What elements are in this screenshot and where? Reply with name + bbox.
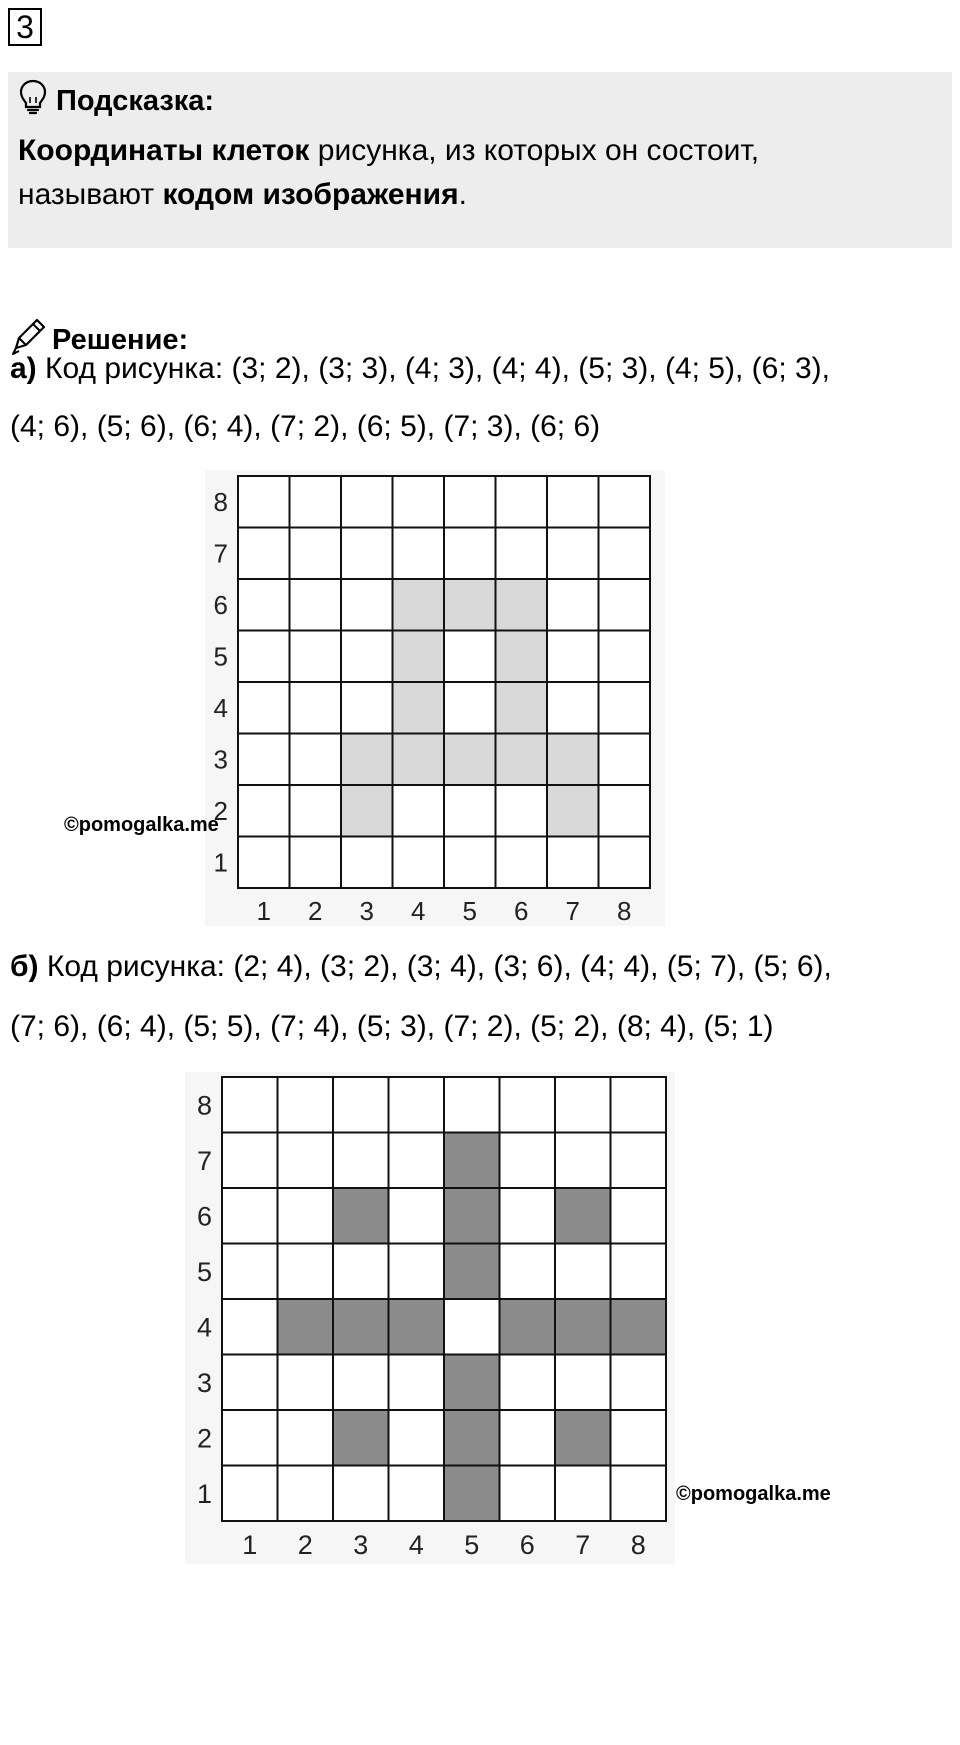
hint-line-2-end: .	[458, 178, 467, 211]
hint-term-2: кодом изображения	[162, 178, 459, 211]
grid-a-cell	[444, 631, 496, 683]
grid-b-cell	[611, 1466, 667, 1522]
grid-b-cell	[444, 1299, 500, 1355]
grid-a-cell	[238, 785, 290, 837]
grid-b-cell-filled	[555, 1299, 611, 1355]
grid-b-cell	[333, 1133, 389, 1189]
grid-b-cell-filled	[389, 1299, 445, 1355]
task-number: 3	[8, 8, 42, 46]
grid-b-cell	[611, 1077, 667, 1133]
grid-a-cell	[290, 837, 342, 889]
grid-a-cell	[599, 837, 651, 889]
grid-b-cell	[389, 1077, 445, 1133]
grid-a-x-tick-label: 2	[308, 896, 323, 926]
part-a-line-2: (4; 6), (5; 6), (6; 4), (7; 2), (6; 5), (7; 3), (6; 6)	[10, 410, 601, 443]
grid-b-x-tick-label: 3	[353, 1530, 369, 1560]
lightbulb-icon	[18, 79, 48, 123]
grid-a-y-tick-label: 4	[213, 693, 228, 724]
grid-b-cell	[500, 1410, 556, 1466]
grid-b-cell	[222, 1244, 278, 1300]
grid-b-cell-filled	[611, 1299, 667, 1355]
grid-a-cell	[444, 837, 496, 889]
grid-a-cell	[599, 579, 651, 631]
grid-b-cell-filled	[444, 1466, 500, 1522]
grid-b-cell-filled	[444, 1133, 500, 1189]
grid-b-cell	[389, 1355, 445, 1411]
grid-a-cell	[599, 631, 651, 683]
grid-a-y-tick-label: 3	[213, 744, 228, 775]
part-a-label: а)	[10, 352, 37, 385]
grid-a-cell-filled	[496, 579, 548, 631]
grid-a-cell	[599, 785, 651, 837]
grid-a-cell	[547, 631, 599, 683]
grid-b-cell	[222, 1466, 278, 1522]
grid-b-y-tick-label: 2	[196, 1423, 212, 1454]
grid-b-x-tick-label: 2	[297, 1530, 313, 1560]
grid-a-cell	[341, 837, 393, 889]
grid-a-cell	[393, 785, 445, 837]
grid-a-cell	[290, 682, 342, 734]
grid-a-cell-filled	[444, 734, 496, 786]
grid-a	[205, 470, 665, 926]
grid-b-cell	[611, 1188, 667, 1244]
grid-a-cell-filled	[547, 734, 599, 786]
grid-a-cell	[238, 734, 290, 786]
grid-b-cell	[278, 1355, 334, 1411]
grid-a-cell-filled	[393, 682, 445, 734]
solution-title: Решение:	[52, 323, 189, 356]
grid-b-cell-filled	[333, 1299, 389, 1355]
grid-a-cell	[393, 476, 445, 528]
grid-a-cell	[496, 528, 548, 580]
grid-b-cell	[278, 1077, 334, 1133]
grid-a-cell	[393, 528, 445, 580]
grid-b-cell	[222, 1188, 278, 1244]
grid-a-cell-filled	[393, 579, 445, 631]
grid-a-cell	[238, 579, 290, 631]
grid-b-cell	[555, 1133, 611, 1189]
grid-a-cell-filled	[444, 579, 496, 631]
grid-a-cell	[547, 579, 599, 631]
grid-a-cell	[290, 631, 342, 683]
grid-a-cell	[341, 631, 393, 683]
part-a-code-1: Код рисунка: (3; 2), (3; 3), (4; 3), (4; 4), (5; 3), (4; 5), (6; 3),	[36, 352, 831, 385]
grid-a-cell	[496, 785, 548, 837]
grid-a-y-tick-label: 1	[213, 847, 228, 878]
grid-a-cell	[238, 476, 290, 528]
grid-b-x-tick-label: 1	[242, 1530, 258, 1560]
grid-a-cell	[341, 682, 393, 734]
grid-a-cell	[341, 579, 393, 631]
grid-b-cell-filled	[555, 1188, 611, 1244]
grid-a-cell	[444, 785, 496, 837]
grid-b-cell	[278, 1133, 334, 1189]
grid-a-cell	[238, 682, 290, 734]
watermark-a: ©pomogalka.me	[64, 814, 219, 836]
grid-a-cell-filled	[496, 631, 548, 683]
grid-b-cell	[500, 1133, 556, 1189]
grid-a-y-tick-label: 6	[213, 590, 228, 621]
grid-b-cell-filled	[444, 1410, 500, 1466]
watermark-b: ©pomogalka.me	[676, 1483, 831, 1505]
grid-b-y-tick-label: 7	[196, 1145, 212, 1176]
grid-b-cell	[611, 1410, 667, 1466]
grid-a-x-tick-label: 5	[462, 896, 477, 926]
grid-a-cell-filled	[393, 734, 445, 786]
grid-b-x-tick-label: 4	[408, 1530, 424, 1560]
grid-a-cell	[341, 528, 393, 580]
grid-b-x-tick-label: 5	[464, 1530, 480, 1560]
grid-a-y-tick-label: 8	[213, 487, 228, 518]
grid-a-cell	[290, 579, 342, 631]
grid-b-cell-filled	[555, 1410, 611, 1466]
grid-a-cell	[496, 837, 548, 889]
grid-b-cell	[500, 1355, 556, 1411]
grid-a-cell-filled	[341, 785, 393, 837]
hint-header	[18, 80, 214, 122]
grid-a-x-tick-label: 3	[359, 896, 374, 926]
grid-b-cell	[389, 1244, 445, 1300]
hint-line-2-start: называют	[18, 178, 163, 211]
grid-b-cell	[278, 1244, 334, 1300]
grid-a-x-tick-label: 8	[617, 896, 632, 926]
grid-a-cell	[341, 476, 393, 528]
grid-b-cell	[611, 1244, 667, 1300]
grid-b-cell-filled	[444, 1244, 500, 1300]
grid-b-y-tick-label: 4	[196, 1312, 212, 1343]
grid-b-y-tick-label: 3	[196, 1367, 212, 1398]
grid-a-cell	[599, 528, 651, 580]
grid-b-cell	[222, 1077, 278, 1133]
grid-a-cell	[238, 631, 290, 683]
grid-a-cell	[238, 528, 290, 580]
grid-b-cell	[611, 1355, 667, 1411]
grid-b-cell	[500, 1244, 556, 1300]
grid-a-x-tick-label: 1	[256, 896, 271, 926]
grid-a-cell	[393, 837, 445, 889]
grid-b-cell	[333, 1466, 389, 1522]
grid-b-cell-filled	[333, 1410, 389, 1466]
grid-b-cell	[555, 1355, 611, 1411]
grid-b-cell-filled	[444, 1355, 500, 1411]
hint-line-1	[18, 134, 759, 168]
grid-b-y-tick-label: 6	[196, 1201, 212, 1232]
grid-b-x-tick-label: 6	[519, 1530, 535, 1560]
grid-b-cell	[333, 1077, 389, 1133]
part-a-line-1	[10, 352, 830, 386]
hint-title: Подсказка:	[56, 84, 215, 117]
part-b-line-2: (7; 6), (6; 4), (5; 5), (7; 4), (5; 3), (7; 2), (5; 2), (8; 4), (5; 1)	[10, 1010, 774, 1043]
grid-a-cell-filled	[393, 631, 445, 683]
grid-a-cell-filled	[547, 785, 599, 837]
grid-b-cell	[222, 1133, 278, 1189]
grid-b-cell	[500, 1077, 556, 1133]
grid-a-cell	[599, 476, 651, 528]
part-b-label: б)	[10, 950, 39, 983]
grid-b	[185, 1072, 675, 1564]
grid-a-cell	[444, 682, 496, 734]
grid-a-cell	[290, 476, 342, 528]
grid-b-cell	[555, 1244, 611, 1300]
grid-b-cell	[500, 1466, 556, 1522]
grid-b-cell	[389, 1188, 445, 1244]
grid-b-cell	[222, 1410, 278, 1466]
grid-a-cell	[547, 528, 599, 580]
grid-a-x-tick-label: 6	[514, 896, 529, 926]
grid-b-cell	[611, 1133, 667, 1189]
grid-b-cell	[278, 1466, 334, 1522]
grid-b-cell-filled	[333, 1188, 389, 1244]
grid-b-cell	[222, 1355, 278, 1411]
grid-b-y-tick-label: 8	[196, 1090, 212, 1121]
grid-a-cell-filled	[341, 734, 393, 786]
grid-b-cell-filled	[278, 1299, 334, 1355]
grid-a-x-tick-label: 4	[411, 896, 426, 926]
grid-a-cell	[547, 837, 599, 889]
grid-b-cell	[389, 1466, 445, 1522]
hint-line-1-rest: рисунка, из которых он состоит,	[309, 134, 760, 167]
hint-term: Координаты клеток	[18, 134, 310, 167]
grid-a-cell	[547, 682, 599, 734]
grid-b-cell	[389, 1133, 445, 1189]
part-b-code-1: Код рисунка: (2; 4), (3; 2), (3; 4), (3; 6), (4; 4), (5; 7), (5; 6),	[38, 950, 832, 983]
grid-a-cell	[496, 476, 548, 528]
grid-b-cell-filled	[444, 1188, 500, 1244]
grid-a-cell-filled	[496, 682, 548, 734]
grid-a-y-tick-label: 7	[213, 538, 228, 569]
grid-b-cell	[278, 1188, 334, 1244]
hint-line-2	[18, 178, 467, 212]
grid-b-cell	[389, 1410, 445, 1466]
grid-b-cell	[500, 1188, 556, 1244]
grid-a-y-tick-label: 5	[213, 641, 228, 672]
grid-b-cell	[555, 1466, 611, 1522]
grid-b-cell	[333, 1355, 389, 1411]
grid-a-cell	[290, 528, 342, 580]
grid-b-cell	[333, 1244, 389, 1300]
grid-b-cell	[555, 1077, 611, 1133]
grid-b-cell	[444, 1077, 500, 1133]
grid-a-x-tick-label: 7	[565, 896, 580, 926]
grid-b-x-tick-label: 8	[630, 1530, 646, 1560]
grid-a-cell	[238, 837, 290, 889]
grid-a-cell	[547, 476, 599, 528]
grid-a-cell	[599, 734, 651, 786]
grid-b-cell	[278, 1410, 334, 1466]
grid-a-cell	[290, 734, 342, 786]
grid-a-y-tick-label: 2	[213, 796, 228, 827]
grid-a-cell	[444, 476, 496, 528]
grid-b-y-tick-label: 5	[196, 1256, 212, 1287]
grid-b-cell-filled	[500, 1299, 556, 1355]
grid-a-cell-filled	[496, 734, 548, 786]
grid-a-cell	[444, 528, 496, 580]
grid-b-x-tick-label: 7	[575, 1530, 591, 1560]
grid-b-y-tick-label: 1	[196, 1478, 212, 1509]
grid-a-cell	[290, 785, 342, 837]
part-b-line-1	[10, 950, 832, 984]
grid-a-cell	[599, 682, 651, 734]
grid-b-cell	[222, 1299, 278, 1355]
